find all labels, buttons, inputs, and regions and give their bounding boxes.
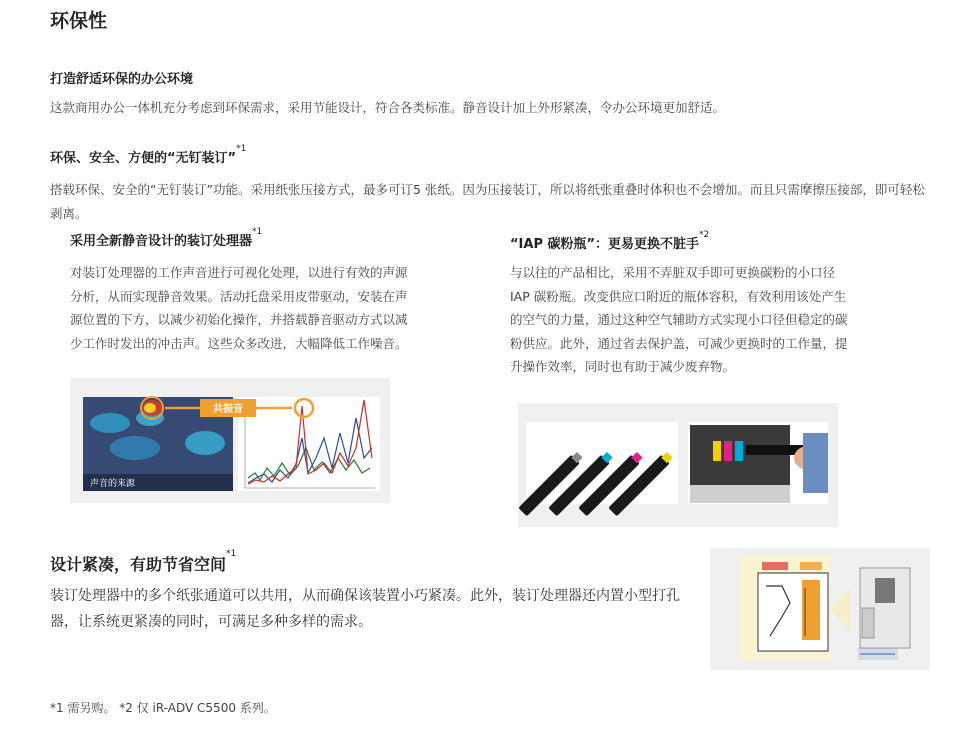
compact-finisher-graphic xyxy=(710,548,930,670)
resonance-label: 共振音 xyxy=(213,404,243,415)
section-eco-office-heading: 打造舒适环保的办公环境 xyxy=(50,72,194,87)
page-title: 环保性 xyxy=(50,10,108,32)
compact-finisher-image xyxy=(710,548,930,670)
noise-analysis-graphic xyxy=(70,378,390,503)
section-staple-free-text: 搭载环保、安全的“无钉装订”功能。采用纸张压接方式，最多可订5 张纸。因为压接装订，所以将纸张重叠时体积也不会增加。而且只需摩擦压接部，即可轻松剥离。 xyxy=(50,182,925,221)
feature-silent-finisher-text: 对装订处理器的工作声音进行可视化处理，以进行有效的声源分析，从而实现静音效果。活动托盘采用皮带驱动，安装在声源位置的下方，以减少初始化操作，并搭载静音驱动方式以减少工作时发出的冲击声。这些众多改进，大幅降低工作噪音。 xyxy=(70,265,408,351)
feature-silent-finisher-heading: 采用全新静音设计的装订处理器$^{*1}$ xyxy=(70,227,263,249)
section-staple-free-heading: 环保、安全、方便的“无钉装订”$^{*1}$ xyxy=(50,144,247,166)
section-eco-office-text: 这款商用办公一体机充分考虑到环保需求，采用节能设计，符合各类标准。静音设计加上外形紧凑，令办公环境更加舒适。 xyxy=(50,100,726,115)
toner-bottle-graphic xyxy=(518,403,838,527)
footnote: *1 需另购。 *2 仅 iR-ADV C5500 系列。 xyxy=(50,701,276,715)
feature-iap-toner-text: 与以往的产品相比，采用不弄脏双手即可更换碳粉的小口径 IAP 碳粉瓶。改变供应口附近的瓶体容积，有效利用该处产生的空气的力量，通过这种空气辅助方式实现小口径但稳定的碳粉供应。此外，通过省去保护盖，可减少更换时的工作量，提升操作效率，同时也有助于减少废弃物。 xyxy=(510,265,848,374)
feature-iap-toner-heading: “IAP 碳粉瓶”：更易更换不脏手$^{*2}$ xyxy=(510,230,710,252)
noise-analysis-image xyxy=(70,378,390,503)
toner-bottle-image xyxy=(518,403,838,527)
source-label: 声音的来源 xyxy=(90,479,136,489)
section-compact-text: 装订处理器中的多个纸张通道可以共用，从而确保该装置小巧紧凑。此外，装订处理器还内置小型打孔器，让系统更紧凑的同时，可满足多种多样的需求。 xyxy=(50,588,680,630)
section-compact-heading: 设计紧凑，有助节省空间$^{*1}$ xyxy=(50,549,237,574)
